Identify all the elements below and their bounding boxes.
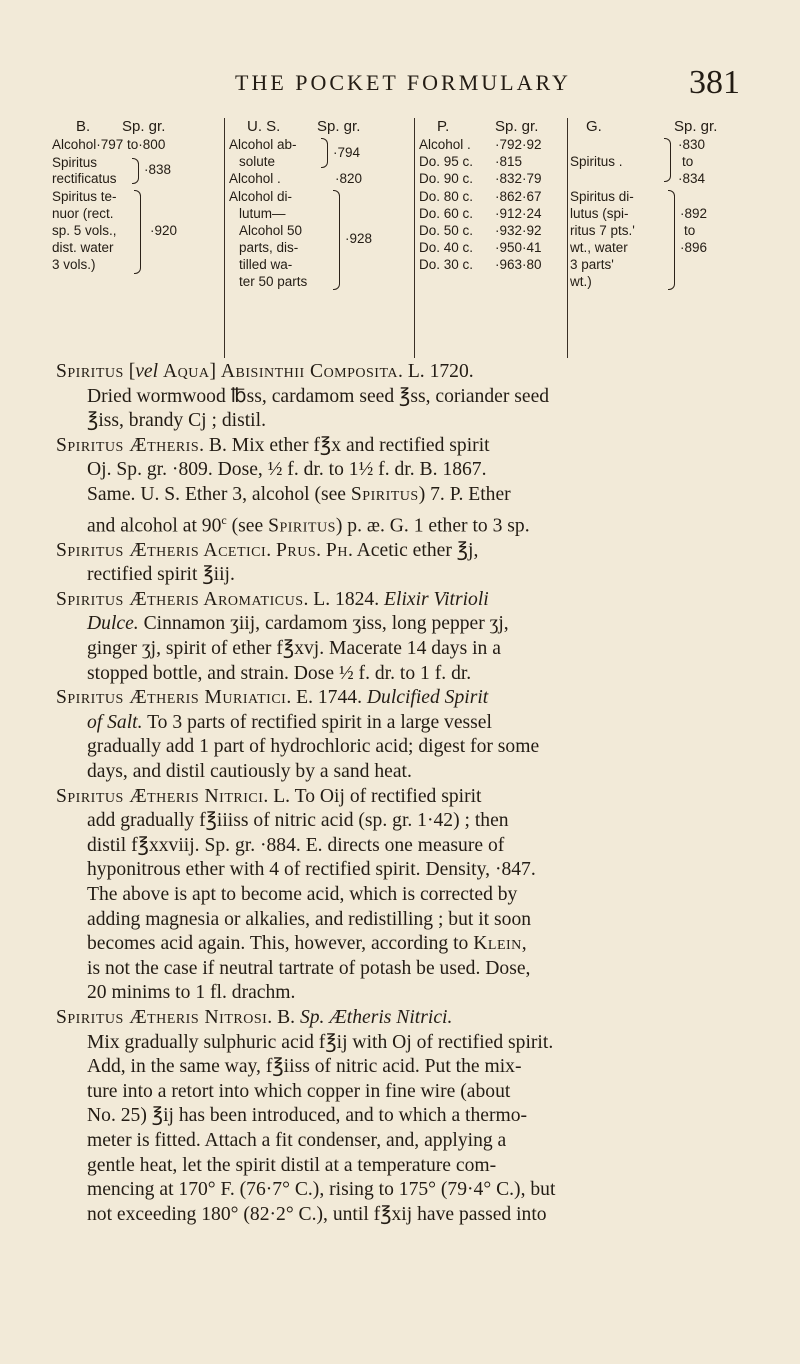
text-run: Spiritus xyxy=(350,483,419,505)
body-text xyxy=(56,360,772,1227)
text-run: , xyxy=(521,933,527,955)
text-run: Spiritus Ætheris Aromaticus xyxy=(56,588,304,610)
text-run: . L. To Oij of rectified spirit xyxy=(263,785,482,807)
text-run: Ph xyxy=(325,539,348,561)
text-run: meter is fitted. Attach a fit condenser, and, applying a xyxy=(87,1129,507,1151)
text-run: Dried wormwood ℔ss, cardamom seed ℥ss, coriander seed xyxy=(87,385,550,407)
text-run: ture into a retort into which copper in fine wire (about xyxy=(87,1080,511,1102)
text-run: . E. 1744. xyxy=(286,687,367,709)
entry-heading-line xyxy=(56,785,772,810)
brace xyxy=(664,138,671,182)
brace xyxy=(321,138,328,168)
g-dilutus-row: lutus (spi- xyxy=(570,206,629,221)
u-row: ter 50 parts xyxy=(239,274,308,289)
g-spiritus: Spiritus . xyxy=(570,154,623,169)
g-dilutus-value: ·892 xyxy=(680,206,708,221)
text-run: c xyxy=(221,512,227,527)
brace xyxy=(134,190,141,274)
g-dilutus-row: 3 parts' xyxy=(570,257,614,272)
text-run: Spiritus Ætheris Nitrici xyxy=(56,785,264,807)
text-line xyxy=(56,1080,772,1105)
g-dilutus-row: wt., water xyxy=(570,240,628,255)
u-row: parts, dis- xyxy=(239,240,299,255)
column-g-label: G. xyxy=(586,118,602,135)
text-run: Spiritus Ætheris Muriatici xyxy=(56,687,287,709)
entry-heading-line xyxy=(56,539,772,564)
u-dilutum-value: ·928 xyxy=(345,231,373,246)
text-run: . Acetic ether ℥j, xyxy=(347,539,479,561)
text-run: ℥iss, brandy Cj ; distil. xyxy=(87,410,266,432)
text-line xyxy=(56,1055,772,1080)
entry-heading-line xyxy=(56,588,772,613)
column-g-sp-gr: Sp. gr. xyxy=(674,118,718,135)
column-u-sp-gr: Sp. gr. xyxy=(317,118,361,135)
column-p-label: P. xyxy=(437,118,450,135)
u-row: tilled wa- xyxy=(239,257,293,272)
text-run: Spiritus Ætheris xyxy=(56,434,200,456)
column-b-label: B. xyxy=(76,118,91,135)
entry-heading-line xyxy=(56,686,772,711)
p-row-value: ·815 xyxy=(495,154,523,169)
text-line xyxy=(56,409,772,434)
g-dilutus-value: to xyxy=(684,223,696,238)
u-alcohol-value: ·820 xyxy=(335,171,363,186)
text-line xyxy=(56,834,772,859)
text-run: ) 7. P. Ether xyxy=(418,483,511,505)
p-row-name: Do. 30 c. xyxy=(419,257,474,272)
p-row-name: Do. 95 c. xyxy=(419,154,474,169)
text-run: [ xyxy=(123,361,136,382)
text-run: stopped bottle, and strain. Dose ½ f. dr. to 1 f. dr. xyxy=(87,662,472,684)
text-run: and alcohol at 90 xyxy=(87,515,222,537)
text-run: Spiritus xyxy=(268,515,336,537)
p-row-value: ·912·24 xyxy=(495,206,542,221)
text-run: Cinnamon ʒiij, cardamom ʒiss, long pepper ʒj, xyxy=(138,613,509,635)
text-line xyxy=(56,1178,772,1203)
text-run: gradually add 1 part of hydrochloric acid; digest for some xyxy=(87,736,540,758)
p-row-value: ·792·92 xyxy=(495,137,542,152)
g-dilutus-value: ·896 xyxy=(680,240,708,255)
b-row: rectificatus xyxy=(52,171,117,186)
text-line xyxy=(56,508,772,539)
u-row: Alcohol di- xyxy=(229,189,293,204)
running-head xyxy=(90,66,740,106)
text-line xyxy=(56,563,772,588)
text-run: Mix gradually sulphuric acid f℥ij with Oj of rectified spirit. xyxy=(87,1031,554,1053)
text-run: Add, in the same way, f℥iiss of nitric acid. Put the mix- xyxy=(87,1056,522,1078)
p-row-name: Alcohol . xyxy=(419,137,471,152)
text-run: days, and distil cautiously by a sand heat. xyxy=(87,761,412,783)
text-line xyxy=(56,981,772,1006)
p-row-name: Do. 40 c. xyxy=(419,240,474,255)
text-line xyxy=(56,1031,772,1056)
text-run: . B. xyxy=(267,1006,300,1028)
text-run: Elixir Vitrioli xyxy=(384,588,489,610)
p-row-name: Do. 80 c. xyxy=(419,189,474,204)
text-run: Abisinthii Composita xyxy=(220,361,399,382)
text-run: . xyxy=(316,539,326,561)
running-title: THE POCKET FORMULARY xyxy=(235,70,571,95)
text-run: distil f℥xxviij. Sp. gr. ·884. E. directs one measure of xyxy=(87,834,505,856)
text-line xyxy=(56,637,772,662)
u-absolute-value: ·794 xyxy=(333,145,361,160)
p-row-value: ·963·80 xyxy=(495,257,542,272)
text-run: add gradually f℥iiiss of nitric acid (sp. gr. 1·42) ; then xyxy=(87,810,509,832)
text-run: is not the case if neutral tartrate of potash be used. Dose, xyxy=(87,957,531,979)
text-line xyxy=(56,483,772,508)
g-spiritus-value: ·830 xyxy=(678,137,706,152)
text-run: No. 25) ℥ij has been introduced, and to which a thermo- xyxy=(87,1105,528,1127)
brace xyxy=(333,190,340,290)
column-german xyxy=(567,118,781,358)
u-row: solute xyxy=(239,154,276,169)
formulary-entries xyxy=(56,360,772,1227)
text-line xyxy=(56,1203,772,1228)
text-run: To 3 parts of rectified spirit in a large vessel xyxy=(142,711,492,733)
text-run: hyponitrous ether with 4 of rectified spirit. Density, ·847. xyxy=(87,859,536,881)
text-line xyxy=(56,1104,772,1129)
text-line xyxy=(56,932,772,957)
text-run: adding magnesia or alkalies, and redistilling ; but it soon xyxy=(87,908,532,930)
text-run: 20 minims to 1 fl. drachm. xyxy=(87,982,296,1004)
b-row: Spiritus te- xyxy=(52,189,117,204)
text-run: Sp. Ætheris Nitrici. xyxy=(299,1006,453,1028)
text-run: not exceeding 180° (82·2° C.), until f℥xij have passed into xyxy=(87,1203,547,1225)
text-run: becomes acid again. This, however, according to xyxy=(87,933,474,955)
text-run: ginger ʒj, spirit of ether f℥xvj. Macerate 14 days in a xyxy=(87,638,501,660)
text-run: rectified spirit ℥iij. xyxy=(87,564,235,586)
text-run: Spiritus Ætheris Nitrosi xyxy=(56,1006,268,1028)
b-row: Alcohol·797 to·800 xyxy=(52,137,166,152)
p-row-value: ·862·67 xyxy=(495,189,542,204)
text-line xyxy=(56,735,772,760)
text-line xyxy=(56,385,772,410)
g-dilutus-row: ritus 7 pts.' xyxy=(570,223,635,238)
g-spiritus-value: ·834 xyxy=(678,171,706,186)
brace xyxy=(668,190,675,290)
column-p-sp-gr: Sp. gr. xyxy=(495,118,539,135)
text-run: of Salt. xyxy=(87,711,143,733)
text-run: Dulcified Spirit xyxy=(366,687,489,709)
u-row: Alcohol ab- xyxy=(229,137,297,152)
b-row: sp. 5 vols., xyxy=(52,223,117,238)
entry-heading-line xyxy=(56,360,772,385)
text-run: Oj. Sp. gr. ·809. Dose, ½ f. dr. to 1½ f. dr. B. 1867. xyxy=(87,459,487,481)
text-run: Aqua xyxy=(162,361,210,382)
g-dilutus-row: Spiritus di- xyxy=(570,189,634,204)
column-united-states xyxy=(224,118,402,358)
text-run: vel xyxy=(135,361,159,382)
b-row: 3 vols.) xyxy=(52,257,96,272)
text-run: Prus xyxy=(275,539,317,561)
b-row: Spiritus xyxy=(52,155,98,170)
text-line xyxy=(56,957,772,982)
text-run: Spiritus Ætheris Acetici xyxy=(56,539,267,561)
p-row-name: Do. 60 c. xyxy=(419,206,474,221)
entry-heading-line xyxy=(56,1006,772,1031)
text-run: The above is apt to become acid, which is corrected by xyxy=(87,884,518,905)
text-run: . L. 1824. xyxy=(303,588,385,610)
specific-gravity-table xyxy=(52,118,772,356)
text-run: . L. 1720. xyxy=(398,361,474,382)
b-tenuor-value: ·920 xyxy=(150,223,178,238)
p-row-value: ·950·41 xyxy=(495,240,542,255)
p-row-value: ·932·92 xyxy=(495,223,542,238)
p-row-name: Do. 90 c. xyxy=(419,171,474,186)
text-line xyxy=(56,908,772,933)
brace xyxy=(132,158,139,184)
text-run: Dulce. xyxy=(87,613,139,635)
text-line xyxy=(56,760,772,785)
p-row-value: ·832·79 xyxy=(495,171,542,186)
text-run: mencing at 170° F. (76·7° C.), rising to 175° (79·4° C.), but xyxy=(87,1179,556,1201)
u-row: Alcohol 50 xyxy=(239,223,303,238)
p-row-name: Do. 50 c. xyxy=(419,223,474,238)
text-run: gentle heat, let the spirit distil at a temperature com- xyxy=(87,1154,497,1176)
text-line xyxy=(56,612,772,637)
text-line xyxy=(56,858,772,883)
g-spiritus-value: to xyxy=(682,154,694,169)
text-run: (see xyxy=(226,515,269,537)
text-run: Spiritus xyxy=(56,361,124,382)
text-line xyxy=(56,1154,772,1179)
g-dilutus-row: wt.) xyxy=(570,274,592,289)
text-run: ] xyxy=(209,361,221,382)
b-row: dist. water xyxy=(52,240,114,255)
column-b-sp-gr: Sp. gr. xyxy=(122,118,166,135)
text-run: . B. Mix ether f℥x and rectified spirit xyxy=(199,434,490,456)
text-run: Same. U. S. Ether 3, alcohol (see xyxy=(87,483,351,505)
b-rectificatus-value: ·838 xyxy=(144,162,172,177)
page-number: 381 xyxy=(689,64,740,101)
column-u-label: U. S. xyxy=(247,118,281,135)
text-line xyxy=(56,711,772,736)
b-row: nuor (rect. xyxy=(52,206,114,221)
text-line xyxy=(56,883,772,908)
text-run: ) p. æ. G. 1 ether to 3 sp. xyxy=(335,515,530,537)
text-line xyxy=(56,458,772,483)
text-run: . xyxy=(266,539,276,561)
column-french xyxy=(414,118,565,358)
column-british xyxy=(52,118,202,354)
u-row: Alcohol . xyxy=(229,171,281,186)
entry-heading-line xyxy=(56,434,772,459)
text-line xyxy=(56,662,772,687)
text-run: Klein xyxy=(473,933,522,955)
text-line xyxy=(56,809,772,834)
u-row: lutum— xyxy=(239,206,286,221)
text-line xyxy=(56,1129,772,1154)
